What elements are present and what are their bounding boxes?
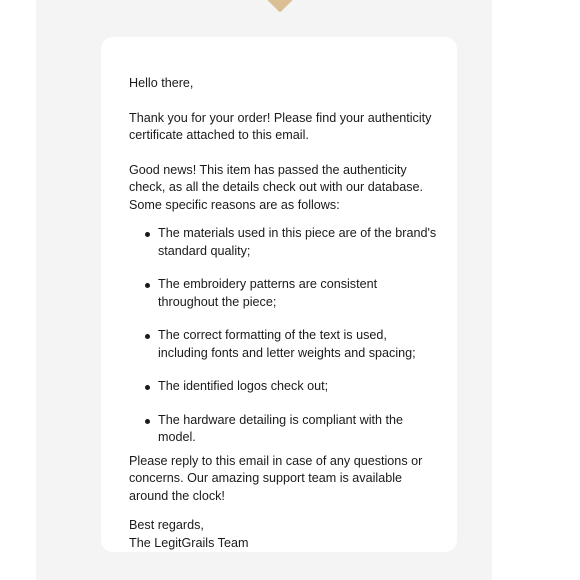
email-body-card xyxy=(101,37,457,552)
email-reply-paragraph: Please reply to this email in case of any questions or concerns. Our amazing support team is available around the clock! xyxy=(129,453,423,503)
list-item xyxy=(158,327,437,362)
list-item xyxy=(158,412,437,447)
reason-text: The correct formatting of the text is used, including fonts and letter weights and spacing; xyxy=(158,328,416,360)
email-thanks-paragraph: Thank you for your order! Please find your authenticity certificate attached to this email. xyxy=(129,110,432,142)
reason-text: The hardware detailing is compliant with the model. xyxy=(158,412,404,444)
bullet-icon xyxy=(145,385,150,390)
reason-text: The embroidery patterns are consistent throughout the piece; xyxy=(158,277,378,309)
bullet-icon xyxy=(145,334,150,339)
email-signoff xyxy=(129,517,437,552)
bullet-icon xyxy=(145,283,150,288)
list-item xyxy=(158,378,437,396)
reason-text: The materials used in this piece are of the brand's standard quality; xyxy=(158,226,437,258)
email-good-news-paragraph: Good news! This item has passed the authenticity check, as all the details check out with our database. Some specific reasons are as follows: xyxy=(129,162,424,212)
email-closing: Best regards, xyxy=(129,518,204,532)
list-item xyxy=(158,276,437,311)
bullet-icon xyxy=(145,419,150,424)
bullet-icon xyxy=(145,232,150,237)
reason-text: The identified logos check out; xyxy=(158,379,329,393)
email-signature: The LegitGrails Team xyxy=(129,535,249,550)
list-item xyxy=(158,225,437,260)
authenticity-reasons-list xyxy=(129,225,437,447)
email-greeting: Hello there, xyxy=(129,76,194,90)
